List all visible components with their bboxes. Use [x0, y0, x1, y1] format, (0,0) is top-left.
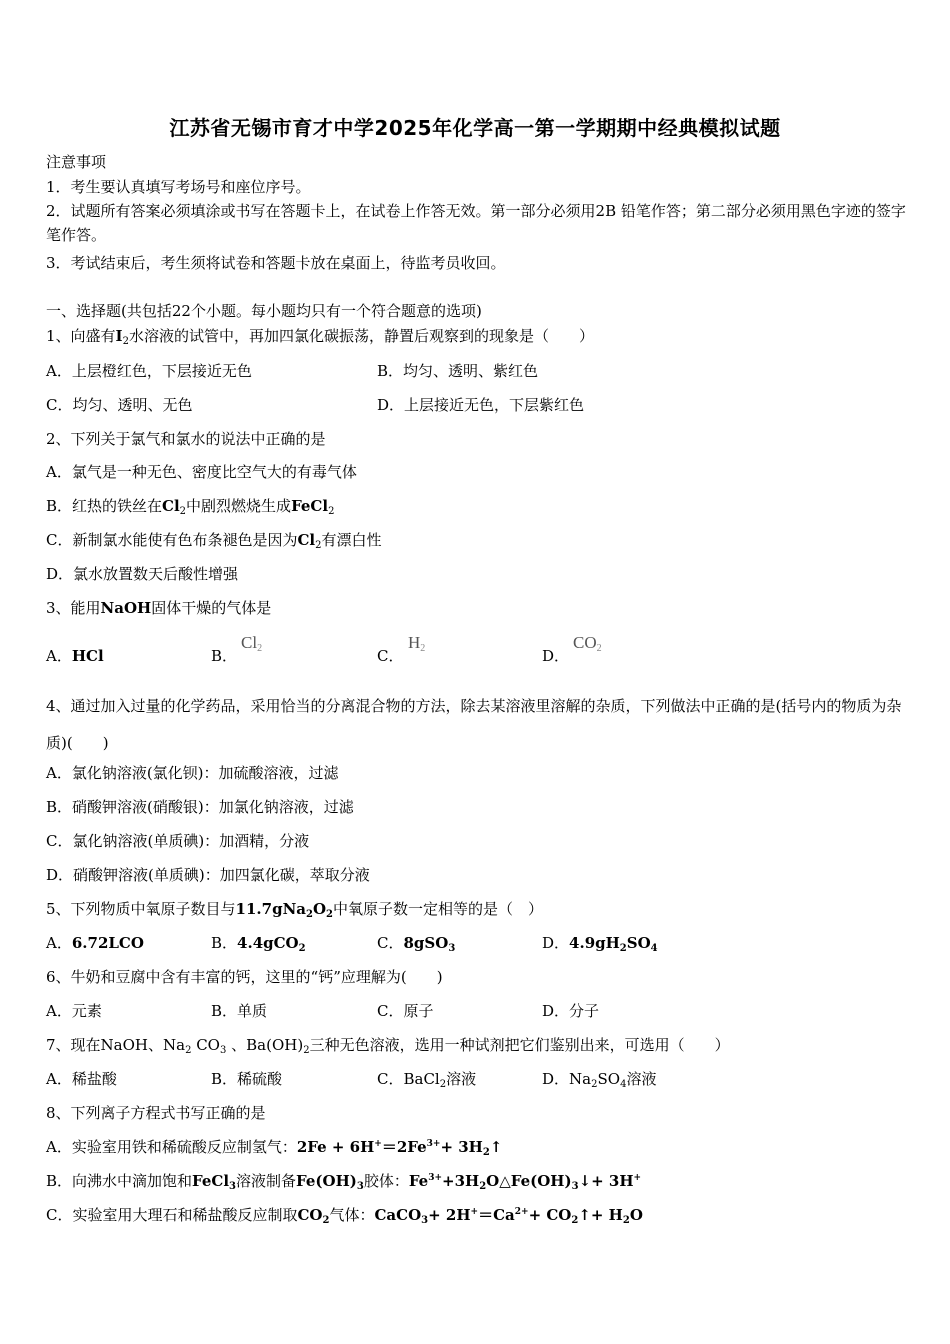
q7-stem-sub-a: 2	[185, 1045, 192, 1056]
q8-option-a-eq4: ↑	[489, 1138, 503, 1156]
q5-stem-text: 5、下列物质中氧原子数目与	[46, 900, 236, 918]
q5-formula-a: 11.7gNa	[235, 900, 306, 918]
q3-stem-tail: 固体干燥的气体是	[151, 599, 272, 617]
q2-option-b-sub2: 2	[328, 506, 335, 517]
q8-option-c-f2: CaCO	[374, 1206, 422, 1224]
q5-option-b-sub: 2	[298, 943, 306, 954]
q1-stem	[46, 326, 594, 346]
q3-option-a	[46, 646, 104, 666]
q8-option-c-s3: 2	[571, 1215, 579, 1226]
q7-stem-a: 7、现在NaOH、Na	[46, 1036, 186, 1054]
q7-option-a: A．稀盐酸	[46, 1070, 117, 1088]
q7-option-b: B．稀硫酸	[211, 1070, 283, 1088]
q2-option-c	[46, 530, 382, 550]
q4-stem: 4、通过加入过量的化学药品，采用恰当的分离混合物的方法，除去某溶液里溶解的杂质，下列做法中正确的是(括号内的物质为杂质)( )	[46, 697, 902, 752]
q4-option-b: B．硝酸钾溶液(硝酸银)：加氯化钠溶液，过滤	[46, 798, 354, 816]
q5-option-d-value: 4.9gH	[569, 934, 620, 952]
q3-option-b-formula	[241, 633, 262, 653]
q8-option-c-f7: O	[629, 1206, 643, 1224]
q3-stem-text: 3、能用	[46, 599, 101, 617]
q1-stem-text: 1、向盛有	[46, 327, 116, 345]
q2-option-d: D．氯水放置数天后酸性增强	[46, 565, 239, 583]
notice-heading: 注意事项	[46, 153, 107, 171]
q3-option-a-value: HCl	[71, 647, 104, 665]
q6-option-c: C．原子	[377, 1002, 434, 1020]
q8-option-b-f1: FeCl	[192, 1172, 230, 1190]
q1-stem-tail: 水溶液的试管中，再加四氯化碳振荡，静置后观察到的现象是（ ）	[128, 327, 594, 345]
page-title: 江苏省无锡市育才中学2025年化学高一第一学期期中经典模拟试题	[169, 116, 781, 140]
q8-option-b-s3: 2	[479, 1181, 487, 1192]
q8-option-b-f6: ↓+ 3H	[578, 1172, 634, 1190]
q7-option-d	[542, 1069, 656, 1089]
q3-option-a-label: A．	[46, 647, 72, 665]
q8-option-c-sup2: 2+	[514, 1207, 529, 1217]
q3-option-d-formula	[573, 633, 602, 653]
q2-option-c-sub: 2	[315, 540, 322, 551]
q3-option-d-sub: 2	[596, 643, 602, 654]
q6-option-d: D．分子	[542, 1002, 600, 1020]
q8-option-c-f5: + CO	[528, 1206, 572, 1224]
q5-formula-sub-a: 2	[306, 909, 313, 920]
q8-option-b-text2: 溶液制备	[236, 1172, 297, 1190]
q2-option-b-text: B．红热的铁丝在	[46, 497, 163, 515]
q5-stem	[46, 899, 543, 919]
q3-stem	[46, 598, 271, 618]
q2-option-a: A．氯气是一种无色、密度比空气大的有毒气体	[46, 463, 357, 481]
q8-option-b-f3: Fe	[408, 1172, 429, 1190]
q2-option-b-formula: Cl	[162, 497, 180, 515]
q8-option-c-s1: 2	[322, 1215, 330, 1226]
q8-option-b-s2: 3	[356, 1181, 364, 1192]
section-heading: 一、选择题(共包括22个小题。每小题均只有一个符合题意的选项)	[46, 302, 482, 320]
q8-option-a-sub: 2	[482, 1147, 490, 1158]
q6-option-a: A．元素	[46, 1002, 102, 1020]
q8-option-b-sup1: 3+	[428, 1173, 443, 1183]
q2-option-b-formula2: FeCl	[291, 497, 329, 515]
q2-option-b-text2: 中剧烈燃烧生成	[186, 497, 292, 515]
q2-option-b-sub: 2	[179, 506, 187, 517]
q3-option-c-formula	[408, 633, 425, 653]
q2-option-c-tail: 有漂白性	[321, 531, 382, 549]
q3-formula: NaOH	[100, 599, 152, 617]
q3-option-b-sub: 2	[257, 643, 263, 654]
q8-option-a	[46, 1137, 502, 1157]
q8-option-a-sup2: 3+	[426, 1139, 441, 1149]
q1-option-a: A．上层橙红色，下层接近无色	[46, 362, 252, 380]
q3-option-c-sub: 2	[420, 643, 426, 654]
q5-option-c-label: C．	[377, 934, 404, 952]
q8-option-c-f4: ＝Ca	[478, 1206, 515, 1224]
q2-option-c-formula: Cl	[297, 531, 316, 549]
q2-option-c-text: C．新制氯水能使有色布条褪色是因为	[46, 531, 298, 549]
q7-stem	[46, 1035, 730, 1055]
q8-option-a-text: A．实验室用铁和稀硫酸反应制氢气：	[46, 1138, 297, 1156]
q8-option-c-text: C．实验室用大理石和稀盐酸反应制取	[46, 1206, 298, 1224]
q4-option-c: C．氯化钠溶液(单质碘)：加酒精，分液	[46, 832, 310, 850]
q8-option-b-text3: 胶体：	[363, 1172, 409, 1190]
q8-option-c-f3: + 2H	[428, 1206, 471, 1224]
notice-item-3: 3．考试结束后，考生须将试卷和答题卡放在桌面上，待监考员收回。	[46, 254, 506, 272]
q2-option-b	[46, 496, 334, 516]
q5-option-d-sub2: 4	[650, 943, 658, 954]
q5-option-a-value: 6.72LCO	[71, 934, 144, 952]
q5-option-d-label: D．	[542, 934, 570, 952]
q1-option-b: B．均匀、透明、紫红色	[377, 362, 539, 380]
q8-option-c-s4: 2	[622, 1215, 630, 1226]
q5-stem-tail: 中氧原子数一定相等的是（ ）	[333, 900, 544, 918]
notice-item-1: 1．考生要认真填写考场号和座位序号。	[46, 178, 311, 196]
q7-stem-sub-c: 2	[303, 1045, 310, 1056]
q5-option-b	[211, 933, 306, 953]
q3-option-d-label: D．	[542, 647, 570, 665]
q7-stem-sub-b: 3	[219, 1045, 227, 1056]
q3-option-b-symbol: Cl	[241, 633, 258, 652]
q2-stem: 2、下列关于氯气和氯水的说法中正确的是	[46, 430, 326, 448]
q5-option-a-label: A．	[46, 934, 72, 952]
q8-option-c-f6: ↑+ H	[578, 1206, 623, 1224]
q7-option-d-text2: SO	[597, 1070, 621, 1088]
q8-option-b-f2: Fe(OH)	[296, 1172, 357, 1190]
q8-option-b-s1: 3	[229, 1181, 237, 1192]
q1-option-c: C．均匀、透明、无色	[46, 396, 193, 414]
q8-option-c-sup1: +	[470, 1207, 479, 1217]
q7-option-d-sub: 2	[591, 1079, 598, 1090]
q8-option-a-eq1: 2Fe + 6H	[296, 1138, 375, 1156]
q8-option-c-s2: 3	[421, 1215, 429, 1226]
q4-option-a: A．氯化钠溶液(氯化钡)：加硫酸溶液，过滤	[46, 764, 339, 782]
q7-stem-tail: 三种无色溶液，选用一种试剂把它们鉴别出来，可选用（ ）	[309, 1036, 730, 1054]
q5-option-a	[46, 933, 144, 953]
q8-option-a-eq2: ＝2Fe	[381, 1138, 427, 1156]
q8-option-b-s4: 3	[571, 1181, 579, 1192]
q8-stem: 8、下列离子方程式书写正确的是	[46, 1104, 266, 1122]
q8-option-b	[46, 1171, 641, 1191]
q1-option-d: D．上层接近无色，下层紫红色	[377, 396, 585, 414]
q5-formula-sub-b: 2	[326, 909, 334, 920]
q3-option-b-label: B．	[211, 647, 238, 665]
q5-option-c-value: 8gSO	[403, 934, 449, 952]
q1-formula: I	[115, 327, 123, 345]
q8-option-b-f5: O△Fe(OH)	[486, 1172, 572, 1190]
q5-formula-b: O	[312, 900, 327, 918]
q8-option-c-text2: 气体：	[329, 1206, 375, 1224]
q8-option-b-text: B．向沸水中滴加饱和	[46, 1172, 193, 1190]
q7-option-c	[377, 1069, 476, 1089]
q3-option-c-symbol: H	[408, 633, 421, 652]
q6-stem: 6、牛奶和豆腐中含有丰富的钙，这里的“钙”应理解为( )	[46, 968, 443, 986]
q5-option-b-label: B．	[211, 934, 238, 952]
q8-option-b-f4: +3H	[442, 1172, 480, 1190]
q8-option-c-f1: CO	[297, 1206, 323, 1224]
q7-option-d-sub2: 4	[620, 1079, 627, 1090]
q8-option-b-sup2: +	[633, 1173, 642, 1183]
q7-option-d-text: D．Na	[542, 1070, 592, 1088]
q7-option-c-sub: 2	[439, 1079, 447, 1090]
q6-option-b: B．单质	[211, 1002, 268, 1020]
q5-option-c-sub: 3	[448, 943, 456, 954]
q8-option-a-eq3: + 3H	[440, 1138, 483, 1156]
q7-option-c-text: C．BaCl	[377, 1070, 440, 1088]
q4-option-d: D．硝酸钾溶液(单质碘)：加四氯化碳，萃取分液	[46, 866, 370, 884]
q5-option-d-value2: SO	[626, 934, 651, 952]
q8-option-a-sup1: +	[374, 1139, 382, 1149]
q8-option-c	[46, 1205, 643, 1225]
q7-option-c-tail: 溶液	[446, 1070, 477, 1088]
q3-option-c-label: C．	[377, 647, 404, 665]
q7-stem-c: 、Ba(OH)	[226, 1036, 304, 1054]
q7-option-d-tail: 溶液	[626, 1070, 657, 1088]
q5-option-b-value: 4.4gCO	[237, 934, 299, 952]
notice-item-2: 2．试题所有答案必须填涂或书写在答题卡上，在试卷上作答无效。第一部分必须用2B 铅笔作答；第二部分必须用黑色字迹的签字笔作答。	[46, 202, 906, 244]
q5-option-d-sub: 2	[619, 943, 627, 954]
q3-option-d-symbol: CO	[573, 633, 597, 652]
q1-formula-sub: 2	[122, 336, 129, 347]
q5-option-c	[377, 933, 455, 953]
q5-option-d	[542, 933, 658, 953]
q7-stem-b: CO	[191, 1036, 220, 1054]
